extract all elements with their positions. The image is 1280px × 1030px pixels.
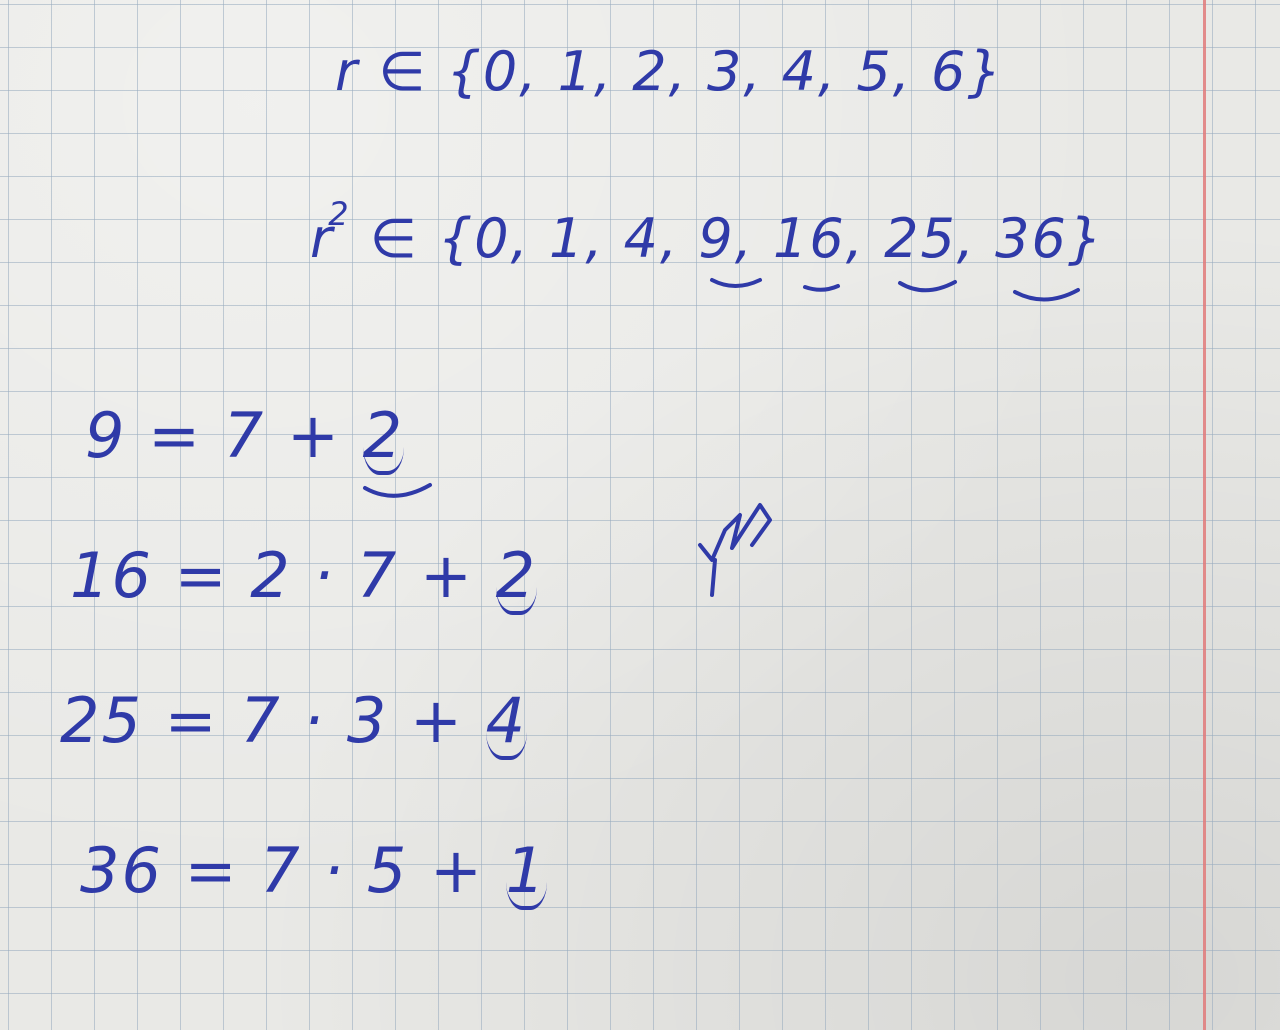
equation-line [80,834,548,910]
equation-remainder: 1 [506,840,547,910]
red-margin-line [1203,0,1206,1030]
square-set [310,195,1104,270]
equation-line [85,399,405,475]
underline-arc [805,286,838,290]
scribble-mark [700,505,770,595]
equation-remainder: 2 [496,545,537,615]
equation-left: 36 = 7 · 5 + [80,834,506,907]
residue-set: r ∈ {0, 1, 2, 3, 4, 5, 6} [335,40,1004,103]
equation-remainder: 4 [486,690,527,760]
equation-line [60,684,528,760]
square-exponent: 2 [328,195,351,233]
equation-line [70,539,538,615]
square-variable: r [310,207,335,270]
equation-left: 9 = 7 + [85,399,363,472]
equation-remainder: 2 [363,405,404,475]
underline-arc [365,485,430,496]
underline-arc [1015,290,1078,300]
equation-left: 25 = 7 · 3 + [60,684,486,757]
equation-left: 16 = 2 · 7 + [70,539,496,612]
underline-arc [712,280,760,286]
square-set-values: ∈ {0, 1, 4, 9, 16, 25, 36} [369,207,1105,270]
underline-arc [900,282,955,290]
